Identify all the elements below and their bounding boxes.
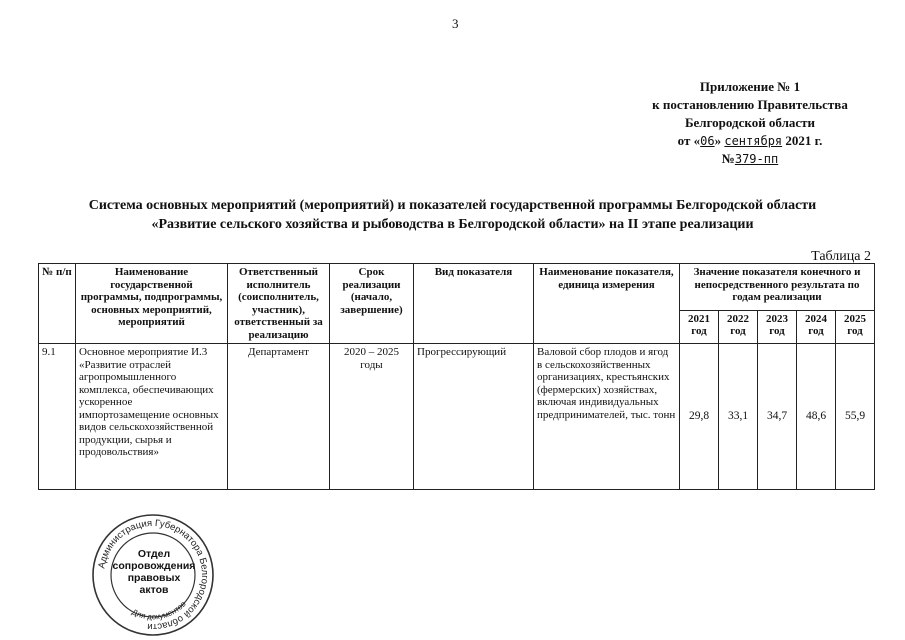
header-indicator: Наименование показателя, единица измерения (534, 264, 680, 344)
number-prefix: № (721, 151, 735, 166)
cell-value-2021: 29,8 (680, 344, 719, 490)
header-term: Срок реализации (начало, завершение) (330, 264, 414, 344)
title-line-1: Система основных мероприятий (мероприятий) и показателей государственной программы Белгородской области (88, 198, 817, 213)
header-year: 2024 год (797, 310, 836, 343)
cell-value-2025: 55,9 (836, 344, 875, 490)
cell-term: 2020 – 2025 годы (330, 344, 414, 490)
table-row (39, 344, 875, 490)
header-type: Вид показателя (414, 264, 534, 344)
cell-type: Прогрессирующий (414, 344, 534, 490)
number-value: 379-пп (734, 152, 779, 166)
header-year: 2023 год (758, 310, 797, 343)
header-year: 2025 год (836, 310, 875, 343)
cell-name: Основное мероприятие И.3 «Развитие отраслей агропромышленного комплекса, обеспечивающих ускоренное импортозамещение основных видов сельскохозяйственной продукции, сырья и продовольствия» (76, 344, 228, 490)
table-label: Таблица 2 (811, 249, 871, 264)
stamp-line: сопровождения (112, 560, 196, 572)
title-line-2: «Развитие сельского хозяйства и рыбоводства в Белгородской области» на II этапе реализации (151, 217, 754, 232)
appendix-header (600, 78, 900, 168)
appendix-region: Белгородской области (684, 115, 816, 130)
appendix-number (600, 150, 900, 168)
stamp-bottom-text: Для документов (130, 599, 188, 622)
header-executor: Ответственный исполнитель (соисполнитель, участник), ответственный за реализацию (228, 264, 330, 344)
stamp-line: Отдел (137, 548, 171, 560)
measures-table (38, 263, 875, 490)
date-day: 06 (700, 134, 715, 148)
cell-value-2024: 48,6 (797, 344, 836, 490)
stamp-ring-text: Администрация Губернатора Белгородской области (96, 517, 211, 633)
date-prefix: от « (677, 133, 701, 148)
header-year: 2022 год (719, 310, 758, 343)
stamp-line: правовых (127, 572, 181, 584)
date-month: сентября (724, 134, 783, 148)
appendix-title: Приложение № 1 (699, 79, 801, 94)
header-values-group: Значение показателя конечного и непосредственного результата по годам реализации (680, 264, 875, 311)
stamp-line: актов (139, 584, 169, 596)
cell-value-2022: 33,1 (719, 344, 758, 490)
appendix-date (600, 132, 900, 150)
header-year: 2021 год (680, 310, 719, 343)
cell-indicator: Валовой сбор плодов и ягод в сельскохозяйственных организациях, крестьянских (фермерских) хозяйствах, включая индивидуальных предпринимателей, тыс. тонн (534, 344, 680, 490)
header-name: Наименование государственной программы, подпрограммы, основных мероприятий, мероприятий (76, 264, 228, 344)
date-mid: » (714, 133, 722, 148)
document-title (20, 196, 885, 234)
date-year: 2021 г. (785, 133, 823, 148)
cell-value-2023: 34,7 (758, 344, 797, 490)
appendix-resolution: к постановлению Правительства (652, 97, 848, 112)
stamp-center-text (108, 548, 200, 596)
cell-executor: Департамент (228, 344, 330, 490)
header-num: № п/п (39, 264, 76, 344)
cell-num: 9.1 (39, 344, 76, 490)
page-number: 3 (452, 16, 459, 31)
